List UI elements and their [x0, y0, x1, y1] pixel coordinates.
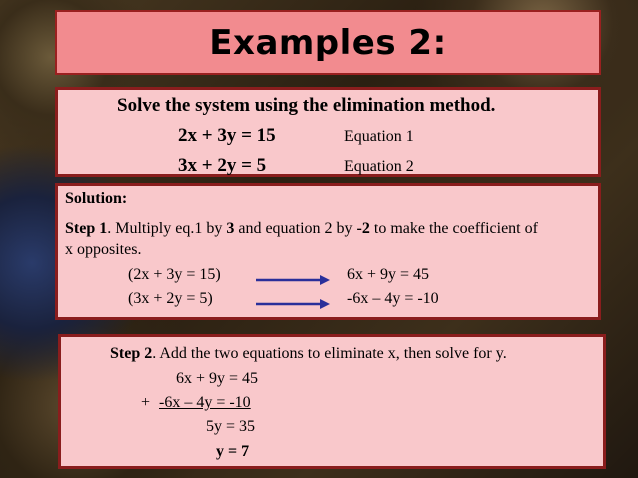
step1-line: [65, 220, 538, 238]
step1-text-b: and equation 2 by: [234, 220, 357, 237]
title-panel: [55, 10, 601, 75]
row2-right: -6x – 4y = -10: [347, 290, 439, 307]
equation-2-label: Equation 2: [344, 158, 414, 175]
step1-factor2: -2: [356, 220, 370, 237]
slide-title: Examples 2:: [209, 22, 447, 63]
step1-text-d: x opposites.: [65, 241, 142, 258]
equation-2: 3x + 2y = 5: [178, 155, 267, 176]
step1-label: Step 1: [65, 220, 108, 237]
arrow-right-icon: [256, 274, 331, 286]
step2-panel: [58, 334, 606, 469]
step1-text-a: . Multiply eq.1 by: [107, 220, 227, 237]
row1-left: (2x + 3y = 15): [128, 266, 221, 283]
solution-heading: Solution:: [65, 190, 128, 207]
equation-1-label: Equation 1: [344, 128, 414, 145]
step2-answer: y = 7: [216, 443, 250, 460]
step2-plus: +: [141, 394, 151, 411]
step2-label: Step 2: [110, 345, 153, 362]
problem-instruction: Solve the system using the elimination method.: [117, 95, 496, 116]
step2-eq-line2: -6x – 4y = -10: [159, 394, 251, 411]
row2-left: (3x + 2y = 5): [128, 290, 213, 307]
step2-line: [110, 345, 507, 363]
step2-eq-line3: 5y = 35: [206, 418, 256, 435]
row1-right: 6x + 9y = 45: [347, 266, 430, 283]
step1-text-c: to make the coefficient of: [369, 220, 538, 237]
step1-factor1: 3: [226, 220, 235, 237]
solution-panel: [55, 183, 601, 320]
arrow-right-icon: [256, 298, 331, 310]
step2-eq-line1: 6x + 9y = 45: [176, 370, 259, 387]
problem-panel: [55, 87, 601, 177]
step2-text: . Add the two equations to eliminate x, then solve for y.: [152, 345, 507, 362]
equation-1: 2x + 3y = 15: [178, 125, 276, 146]
